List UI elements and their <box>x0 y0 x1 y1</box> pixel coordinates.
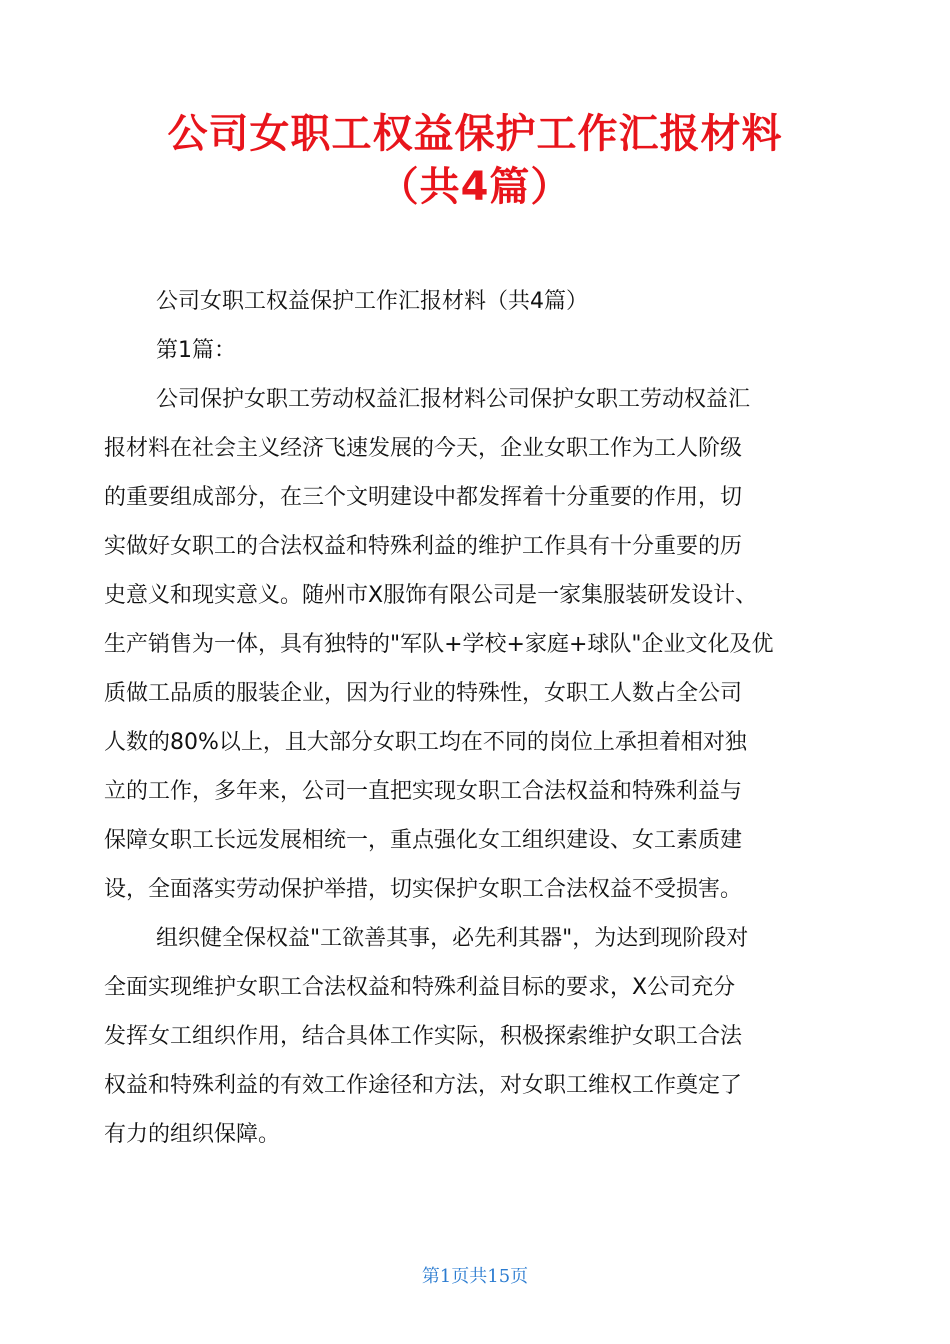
paragraph-line: 保障女职工长远发展相统一，重点强化女工组织建设、女工素质建 <box>104 828 743 853</box>
paragraph-line: 公司保护女职工劳动权益汇报材料公司保护女职工劳动权益汇 <box>156 387 751 412</box>
document-title-line2: （共4篇） <box>378 164 572 210</box>
paragraph-line: 质做工品质的服装企业，因为行业的特殊性，女职工人数占全公司 <box>104 681 743 706</box>
paragraph-line: 权益和特殊利益的有效工作途径和方法，对女职工维权工作奠定了 <box>104 1073 743 1098</box>
document-subtitle: 公司女职工权益保护工作汇报材料（共4篇） <box>156 289 588 314</box>
paragraph-line: 实做好女职工的合法权益和特殊利益的维护工作具有十分重要的历 <box>104 534 743 559</box>
paragraph-line: 史意义和现实意义。随州市X服饰有限公司是一家集服装研发设计、 <box>104 583 758 608</box>
section-heading: 第1篇： <box>156 338 236 363</box>
paragraph-line: 设，全面落实劳动保护举措，切实保护女职工合法权益不受损害。 <box>104 877 743 902</box>
paragraph-line: 全面实现维护女职工合法权益和特殊利益目标的要求，X公司充分 <box>104 975 736 1000</box>
paragraph-line: 报材料在社会主义经济飞速发展的今天，企业女职工作为工人阶级 <box>104 436 743 461</box>
paragraph-line: 立的工作，多年来，公司一直把实现女职工合法权益和特殊利益与 <box>104 779 743 804</box>
paragraph-line: 有力的组织保障。 <box>104 1122 281 1147</box>
document-body <box>104 277 842 1159</box>
paragraph-1 <box>104 375 842 914</box>
paragraph-line: 的重要组成部分，在三个文明建设中都发挥着十分重要的作用，切 <box>104 485 743 510</box>
paragraph-line: 组织健全保权益"工欲善其事，必先利其器"，为达到现阶段对 <box>156 926 749 951</box>
paragraph-line: 人数的80%以上，且大部分女职工均在不同的岗位上承担着相对独 <box>104 730 747 755</box>
document-title-line1: 公司女职工权益保护工作汇报材料 <box>167 111 783 157</box>
page-footer: 第1页共15页 <box>421 1266 529 1287</box>
paragraph-line: 发挥女工组织作用，结合具体工作实际，积极探索维护女职工合法 <box>104 1024 743 1049</box>
paragraph-line: 生产销售为一体，具有独特的"军队+学校+家庭+球队"企业文化及优 <box>104 632 774 657</box>
paragraph-2 <box>104 914 842 1159</box>
